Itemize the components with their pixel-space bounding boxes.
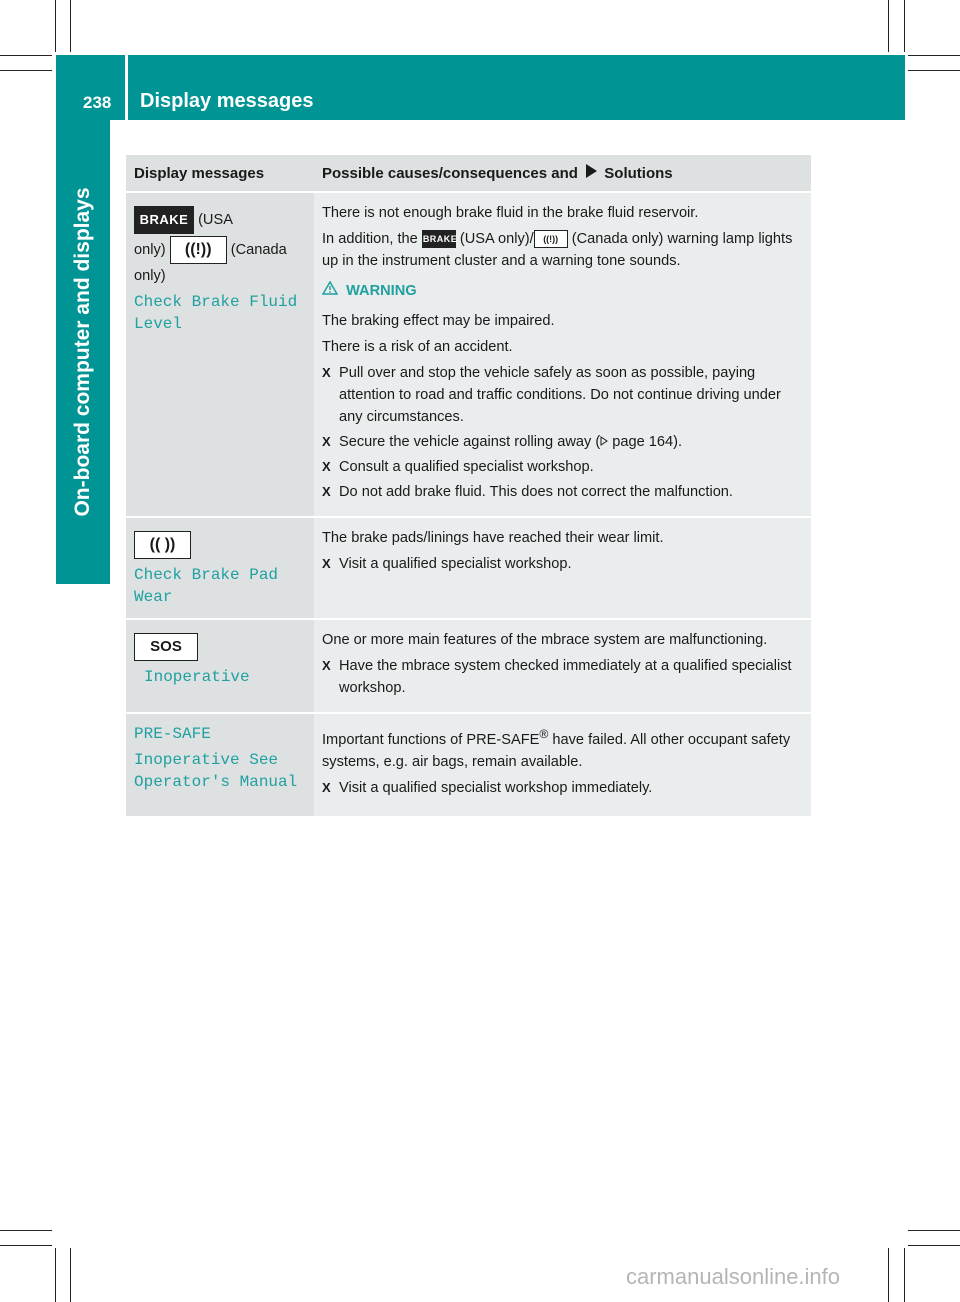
region-note: (USA (198, 212, 233, 228)
cause-text-part: Important functions of PRE-SAFE (322, 731, 540, 748)
header-causes-text: Possible causes/consequences and (322, 165, 578, 182)
brake-circle-warning-icon: ((!)) (534, 230, 568, 248)
solution-step (322, 431, 803, 453)
solution-step (322, 362, 803, 428)
play-arrow-icon (585, 164, 597, 182)
message-cell (126, 192, 314, 517)
solution-step (322, 553, 803, 575)
solution-step (322, 456, 803, 478)
display-message-text: Check Brake Pad (134, 566, 279, 584)
crop-mark (70, 0, 71, 52)
warning-heading (322, 280, 803, 302)
crop-mark (70, 1248, 71, 1302)
display-messages-table (126, 155, 811, 818)
step-text: Do not add brake fluid. This does not correct the malfunction. (339, 484, 733, 500)
brake-warning-icon: BRAKE (422, 230, 456, 248)
warning-label: WARNING (346, 283, 417, 299)
column-header-causes-solutions (314, 155, 811, 192)
cause-text-part: have failed. All other occupant safety systems, e.g. air bags, remain available. (322, 731, 791, 770)
cause-text (322, 228, 803, 272)
brake-circle-warning-icon: ((!)) (170, 236, 227, 264)
crop-mark (908, 1245, 960, 1246)
solutions-cell (314, 517, 811, 619)
table-row (126, 192, 811, 517)
region-note: only) (134, 268, 166, 284)
crop-mark (888, 1248, 889, 1302)
page-number: 238 (83, 93, 112, 112)
step-text: Have the mbrace system checked immediately at a qualified specialist workshop. (339, 658, 792, 696)
crop-mark (888, 0, 889, 52)
solutions-cell (314, 713, 811, 817)
crop-mark (55, 0, 56, 52)
solution-step (322, 655, 803, 699)
display-message-text: Inoperative See (134, 751, 279, 769)
display-message-text: PRE-SAFE (134, 725, 211, 743)
crop-mark (0, 1245, 52, 1246)
crop-mark (0, 55, 52, 56)
cause-text (322, 723, 803, 773)
message-cell (126, 619, 314, 713)
column-header-display-messages: Display messages (126, 155, 314, 192)
message-cell (126, 517, 314, 619)
page-title: Display messages (140, 90, 314, 112)
message-cell (126, 713, 314, 817)
warning-text: The braking effect may be impaired. (322, 313, 555, 329)
table-header-row (126, 155, 811, 192)
solutions-cell (314, 192, 811, 517)
warning-triangle-icon (322, 280, 342, 302)
registered-mark: ® (539, 727, 549, 741)
display-message-text: Check Brake Fluid (134, 293, 298, 311)
step-text: Pull over and stop the vehicle safely as soon as possible, paying attention to road and traffic conditions. Do not continue driving under any circumstances. (339, 365, 781, 425)
page-reference-link[interactable]: page 164). (612, 434, 683, 450)
brake-pad-wear-icon: (( )) (134, 531, 191, 559)
display-message-text: Inoperative (144, 668, 250, 686)
step-text: Visit a qualified specialist workshop. (339, 556, 572, 572)
table-row (126, 517, 811, 619)
step-arrow-icon: X (322, 484, 331, 499)
crop-mark (908, 55, 960, 56)
display-message-text: Level (134, 315, 183, 333)
crop-mark (0, 70, 52, 71)
cause-text-part: (USA only)/ (459, 231, 534, 247)
region-note: (Canada (230, 242, 287, 258)
cause-text: The brake pads/linings have reached their wear limit. (322, 530, 664, 546)
step-arrow-icon: X (322, 779, 331, 795)
side-tab-label: On-board computer and displays (71, 187, 94, 517)
crop-mark (908, 70, 960, 71)
display-message-text: Operator's Manual (134, 773, 298, 791)
cause-text-part: In addition, the (322, 231, 418, 247)
step-text: Visit a qualified specialist workshop immediately. (339, 779, 653, 796)
display-message-text: Wear (134, 588, 173, 606)
solutions-cell (314, 619, 811, 713)
sos-phone-icon: SOS (134, 633, 198, 661)
cause-text: There is not enough brake fluid in the brake fluid reservoir. (322, 205, 699, 221)
step-arrow-icon: X (322, 365, 331, 380)
crop-mark (904, 0, 905, 52)
region-note: only) (134, 242, 166, 258)
step-arrow-icon: X (322, 658, 331, 673)
crop-mark (904, 1248, 905, 1302)
step-arrow-icon: X (322, 556, 331, 571)
crop-mark (0, 1230, 52, 1231)
step-text: Consult a qualified specialist workshop. (339, 459, 594, 475)
brake-warning-icon: BRAKE (134, 206, 194, 234)
solution-step (322, 481, 803, 503)
step-arrow-icon: X (322, 459, 331, 474)
page-ref-triangle-icon (600, 431, 608, 453)
watermark: carmanualsonline.info (626, 1264, 841, 1289)
header-divider (125, 55, 128, 120)
cause-text: One or more main features of the mbrace system are malfunctioning. (322, 632, 768, 648)
header-solutions-text: Solutions (604, 165, 673, 182)
table-row (126, 619, 811, 713)
cause-text-part: (Canada only) warning lamp lights up in the instrument cluster and a warning tone sounds. (322, 231, 793, 269)
step-text: Secure the vehicle against rolling away ( (339, 434, 601, 450)
solution-step (322, 777, 803, 799)
step-arrow-icon: X (322, 434, 331, 449)
table-row (126, 713, 811, 817)
crop-mark (908, 1230, 960, 1231)
warning-text: There is a risk of an accident. (322, 339, 513, 355)
crop-mark (55, 1248, 56, 1302)
